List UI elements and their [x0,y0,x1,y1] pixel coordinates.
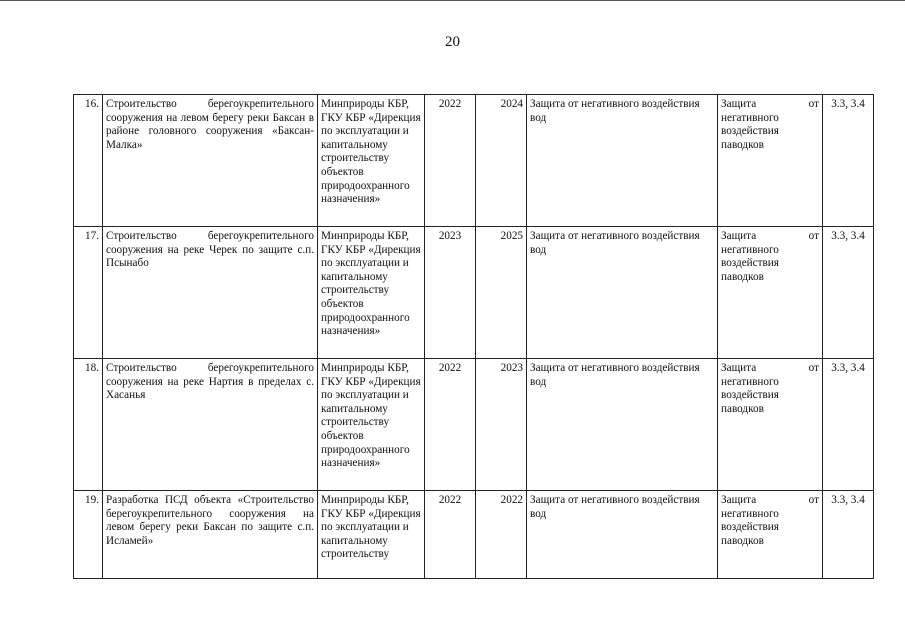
table-row [74,359,874,491]
table-row [74,227,874,359]
goal: Защита от негативного воздействия вод [527,95,718,227]
goal: Защита от негативного воздействия вод [527,359,718,491]
expected-result: Защита от негативного воздействия паводков [718,491,823,579]
start-year: 2022 [425,95,476,227]
row-number: 19. [74,491,103,579]
start-year: 2022 [425,359,476,491]
goal: Защита от негативного воздействия вод [527,491,718,579]
expected-result: Защита от негативного воздействия паводков [718,227,823,359]
row-number: 16. [74,95,103,227]
expected-result: Защита от негативного воздействия паводков [718,359,823,491]
indicator-ref: 3.3, 3.4 [823,227,874,359]
measure-name: Строительство берегоукрепительного сооружения на левом берегу реки Баксан в районе головного сооружения «Баксан-Малка» [103,95,318,227]
start-year: 2023 [425,227,476,359]
executor: Минприроды КБР, ГКУ КБР «Дирекция по эксплуатации и капитальному строительству [318,491,425,579]
page-number: 20 [445,34,460,50]
measure-name: Разработка ПСД объекта «Строительство берегоукрепительного сооружения на левом берегу реки Баксан по защите с.п. Исламей» [103,491,318,579]
table-row [74,95,874,227]
end-year: 2024 [476,95,527,227]
indicator-ref: 3.3, 3.4 [823,359,874,491]
indicator-ref: 3.3, 3.4 [823,491,874,579]
executor: Минприроды КБР, ГКУ КБР «Дирекция по эксплуатации и капитальному строительству объектов природоохранного назначения» [318,227,425,359]
measures-table [73,94,874,579]
measure-name: Строительство берегоукрепительного сооружения на реке Нартия в пределах с. Хасанья [103,359,318,491]
end-year: 2022 [476,491,527,579]
table-row [74,491,874,579]
executor: Минприроды КБР, ГКУ КБР «Дирекция по эксплуатации и капитальному строительству объектов природоохранного назначения» [318,95,425,227]
row-number: 18. [74,359,103,491]
end-year: 2025 [476,227,527,359]
indicator-ref: 3.3, 3.4 [823,95,874,227]
start-year: 2022 [425,491,476,579]
measure-name: Строительство берегоукрепительного сооружения на реке Черек по защите с.п. Псынабо [103,227,318,359]
row-number: 17. [74,227,103,359]
goal: Защита от негативного воздействия вод [527,227,718,359]
top-rule [0,0,905,1]
end-year: 2023 [476,359,527,491]
expected-result: Защита от негативного воздействия паводков [718,95,823,227]
executor: Минприроды КБР, ГКУ КБР «Дирекция по эксплуатации и капитальному строительству объектов природоохранного назначения» [318,359,425,491]
